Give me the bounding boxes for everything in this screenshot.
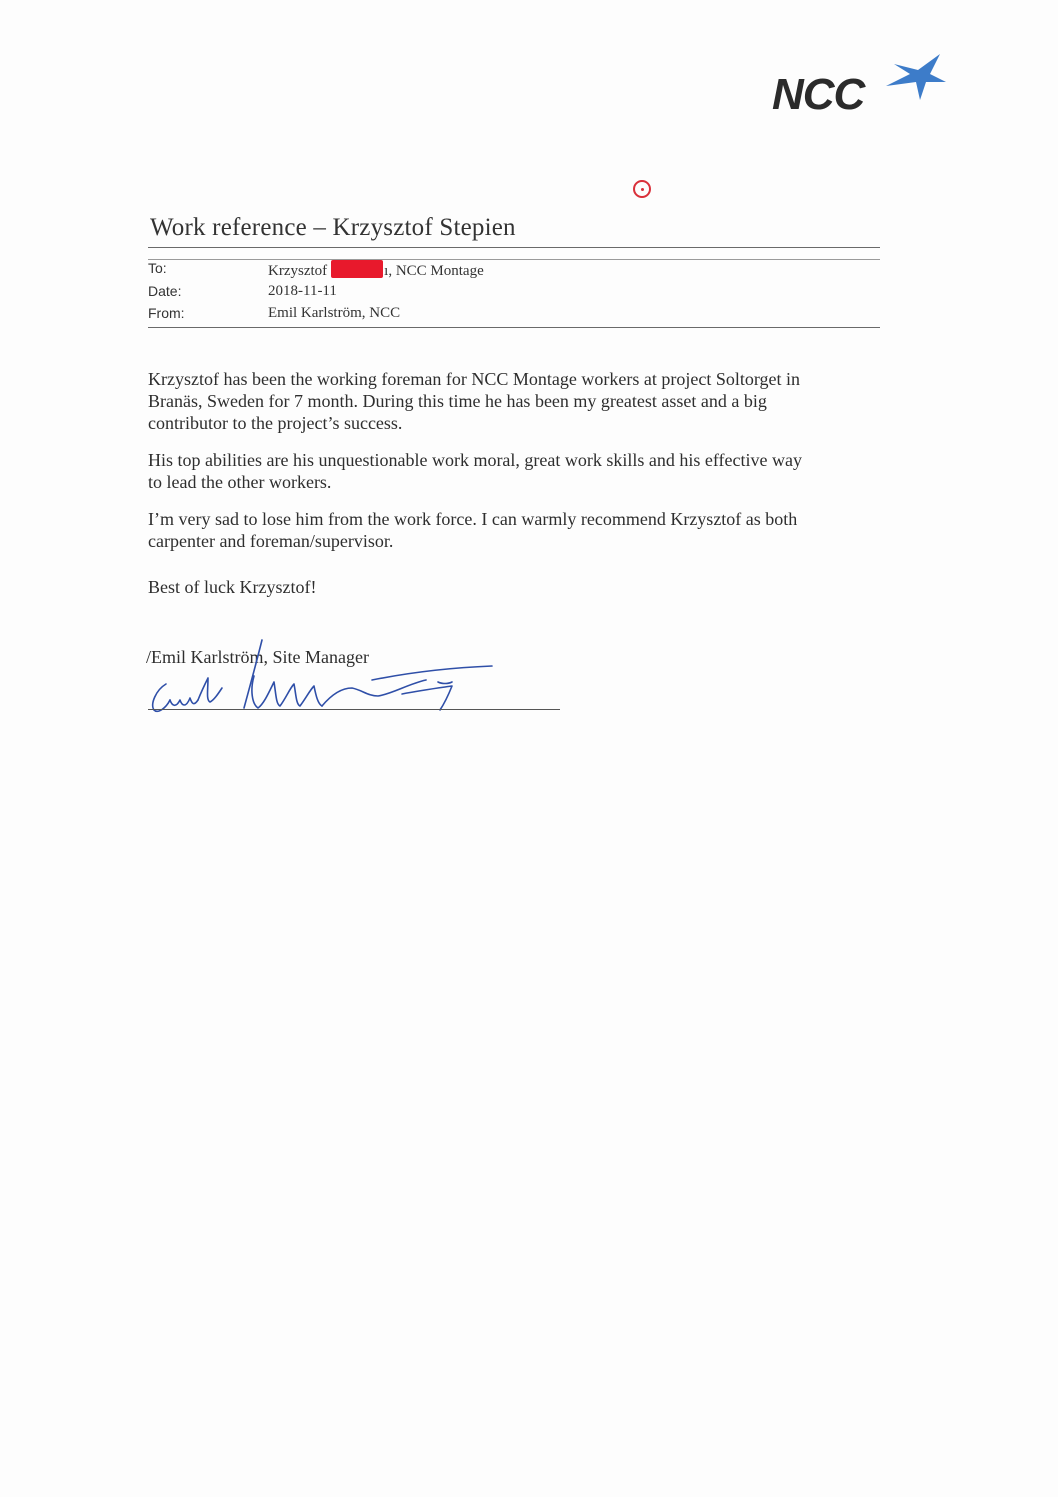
paragraph-line: His top abilities are his unquestionable work moral, great work skills and his effective way	[148, 450, 803, 470]
paragraph-line: contributor to the project’s success.	[148, 413, 403, 433]
to-label: To:	[148, 260, 167, 276]
paragraph-line: I’m very sad to lose him from the work force. I can warmly recommend Krzysztof as both	[148, 509, 798, 529]
paragraph-line: Krzysztof has been the working foreman for NCC Montage workers at project Soltorget in	[148, 369, 800, 389]
ncc-logo	[772, 52, 947, 127]
redaction-box	[331, 260, 383, 278]
paragraph-line: carpenter and foreman/supervisor.	[148, 531, 394, 551]
star-icon	[880, 52, 948, 102]
signature-name-line: /Emil Karlström, Site Manager	[146, 647, 369, 667]
to-name: Krzysztof	[268, 263, 328, 279]
paragraph-4	[148, 576, 923, 598]
paragraph-2	[148, 449, 923, 493]
signature-rule	[148, 709, 560, 710]
title-rule	[148, 247, 880, 248]
to-rest: ı, NCC Montage	[384, 263, 484, 279]
red-circle-mark	[633, 180, 651, 198]
from-label: From:	[148, 305, 185, 321]
header-bottom-rule	[148, 327, 880, 328]
header-row-to	[148, 260, 880, 282]
from-value: Emil Karlström, NCC	[268, 305, 401, 321]
paragraph-line: Best of luck Krzysztof!	[148, 577, 317, 597]
paragraph-1	[148, 368, 923, 434]
paragraph-line: to lead the other workers.	[148, 472, 332, 492]
document-title: Work reference – Krzysztof Stepien	[150, 214, 516, 241]
logo-text: NCC	[772, 70, 865, 119]
to-value	[268, 260, 484, 280]
header-row-from	[148, 305, 880, 327]
paragraph-line: Branäs, Sweden for 7 month. During this time he has been my greatest asset and a big	[148, 391, 767, 411]
date-value: 2018-11-11	[268, 283, 337, 299]
date-label: Date:	[148, 283, 182, 299]
header-row-date	[148, 283, 880, 305]
handwritten-signature	[142, 634, 522, 724]
paragraph-3	[148, 508, 923, 552]
